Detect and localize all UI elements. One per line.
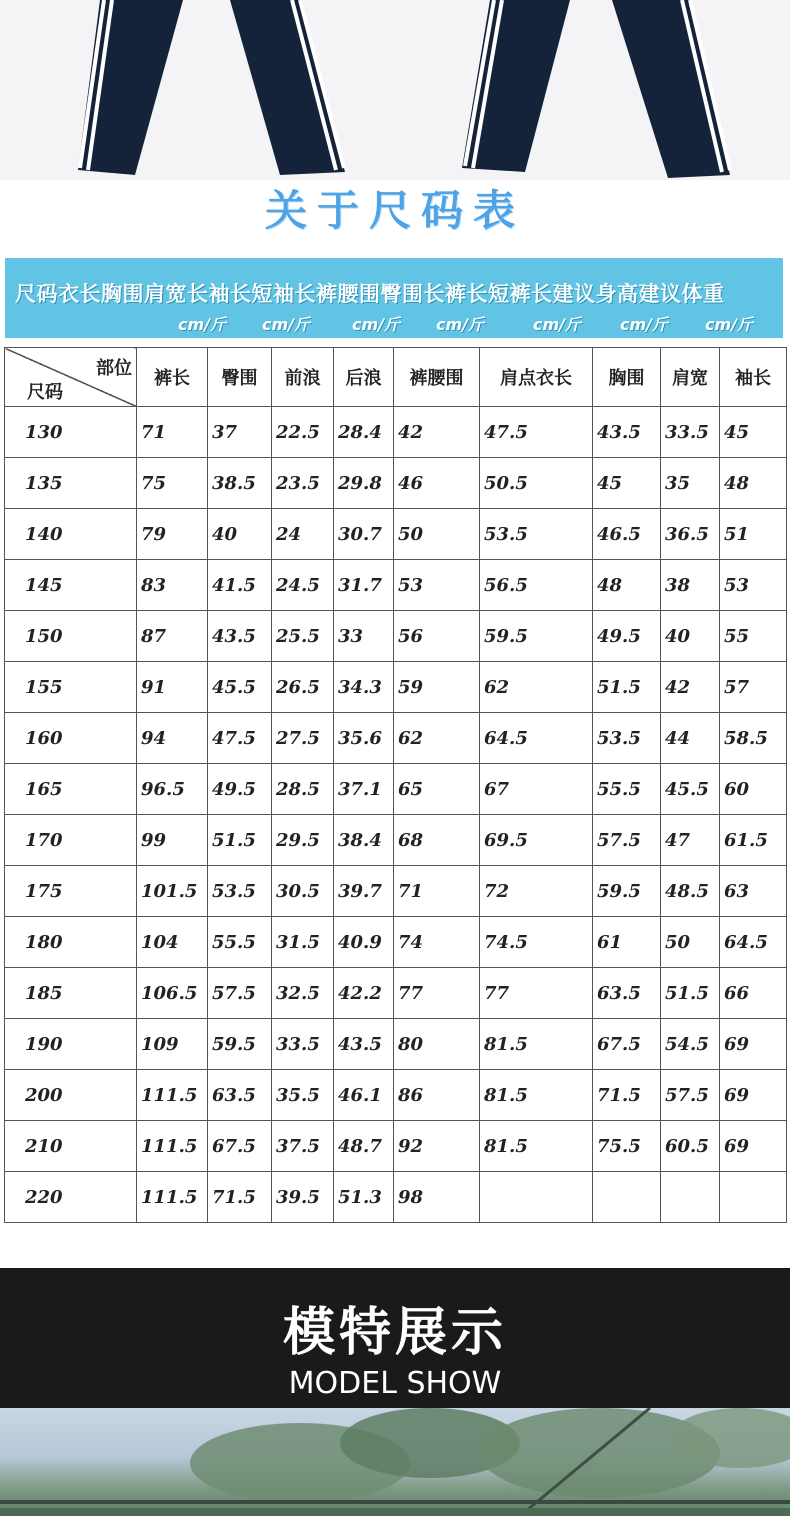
unit-label: cm/斤 [705, 315, 754, 334]
measurement-cell: 83 [137, 560, 208, 611]
measurement-cell: 61 [593, 917, 661, 968]
measurement-cell: 92 [394, 1121, 480, 1172]
table-row [5, 1019, 787, 1070]
measurement-cell: 111.5 [137, 1121, 208, 1172]
measurement-cell: 65 [394, 764, 480, 815]
measurement-cell: 60.5 [661, 1121, 720, 1172]
measurement-cell: 45 [593, 458, 661, 509]
measurement-cell: 63.5 [208, 1070, 272, 1121]
measurement-cell: 51.5 [208, 815, 272, 866]
measurement-cell: 106.5 [137, 968, 208, 1019]
table-row [5, 866, 787, 917]
measurement-cell: 66 [720, 968, 787, 1019]
measurement-cell: 50 [394, 509, 480, 560]
banner-columns-text: 尺码衣长胸围肩宽长袖长短袖长裤腰围臀围长裤长短裤长建议身高建议体重 [15, 282, 725, 306]
measurement-cell: 33.5 [661, 407, 720, 458]
measurement-cell: 69 [720, 1121, 787, 1172]
size-cell: 185 [5, 968, 137, 1019]
measurement-cell: 46 [394, 458, 480, 509]
measurement-cell: 59.5 [593, 866, 661, 917]
measurement-cell: 59.5 [208, 1019, 272, 1070]
header-cell: 肩宽 [661, 348, 720, 407]
measurement-cell: 81.5 [480, 1019, 593, 1070]
measurement-cell: 98 [394, 1172, 480, 1223]
measurement-cell: 40 [661, 611, 720, 662]
measurement-cell: 42 [661, 662, 720, 713]
model-show-title: 模特展示 [282, 1303, 507, 1363]
pants-illustration [0, 0, 790, 180]
table-row [5, 1070, 787, 1121]
measurement-cell: 81.5 [480, 1070, 593, 1121]
pants-photo [0, 0, 790, 180]
unit-label: cm/斤 [178, 315, 227, 334]
table-row [5, 1121, 787, 1172]
measurement-cell: 91 [137, 662, 208, 713]
measurement-cell: 40 [208, 509, 272, 560]
size-cell: 200 [5, 1070, 137, 1121]
measurement-cell: 56.5 [480, 560, 593, 611]
measurement-cell: 29.8 [334, 458, 394, 509]
measurement-cell: 45.5 [661, 764, 720, 815]
unit-label: cm/斤 [436, 315, 485, 334]
measurement-cell: 54.5 [661, 1019, 720, 1070]
measurement-cell: 63 [720, 866, 787, 917]
size-cell: 130 [5, 407, 137, 458]
measurement-cell: 48 [593, 560, 661, 611]
measurement-cell: 35.6 [334, 713, 394, 764]
measurement-cell: 47.5 [480, 407, 593, 458]
measurement-cell: 35.5 [272, 1070, 334, 1121]
measurement-cell: 57 [720, 662, 787, 713]
measurement-cell: 22.5 [272, 407, 334, 458]
size-chart-title: 关于尺码表 [264, 186, 525, 235]
measurement-cell: 67 [480, 764, 593, 815]
measurement-cell: 46.5 [593, 509, 661, 560]
measurement-cell: 28.5 [272, 764, 334, 815]
measurement-cell: 79 [137, 509, 208, 560]
measurement-cell: 62 [394, 713, 480, 764]
measurement-cell: 29.5 [272, 815, 334, 866]
measurement-cell: 67.5 [593, 1019, 661, 1070]
measurement-cell: 51.5 [661, 968, 720, 1019]
measurement-cell: 30.7 [334, 509, 394, 560]
measurement-cell: 40.9 [334, 917, 394, 968]
unit-label: cm/斤 [352, 315, 401, 334]
model-show-subtitle: MODEL SHOW [288, 1366, 502, 1401]
measurement-cell: 71 [394, 866, 480, 917]
measurement-cell [661, 1172, 720, 1223]
measurement-cell: 23.5 [272, 458, 334, 509]
measurement-cell: 26.5 [272, 662, 334, 713]
measurement-cell: 64.5 [720, 917, 787, 968]
measurement-cell: 57.5 [661, 1070, 720, 1121]
measurement-cell: 63.5 [593, 968, 661, 1019]
measurement-cell: 81.5 [480, 1121, 593, 1172]
size-cell: 210 [5, 1121, 137, 1172]
measurement-cell: 30.5 [272, 866, 334, 917]
measurement-cell: 38 [661, 560, 720, 611]
table-row [5, 407, 787, 458]
table-row [5, 611, 787, 662]
table-row [5, 815, 787, 866]
measurement-cell [720, 1172, 787, 1223]
size-cell: 175 [5, 866, 137, 917]
table-row [5, 968, 787, 1019]
measurement-cell: 43.5 [334, 1019, 394, 1070]
measurement-cell: 67.5 [208, 1121, 272, 1172]
measurement-cell: 101.5 [137, 866, 208, 917]
measurement-cell: 80 [394, 1019, 480, 1070]
measurement-cell: 71 [137, 407, 208, 458]
measurement-cell: 69 [720, 1070, 787, 1121]
measurement-cell: 104 [137, 917, 208, 968]
measurement-cell: 57.5 [593, 815, 661, 866]
measurement-cell: 48 [720, 458, 787, 509]
size-table [4, 347, 787, 1223]
size-cell: 150 [5, 611, 137, 662]
measurement-cell: 39.7 [334, 866, 394, 917]
measurement-cell: 51.3 [334, 1172, 394, 1223]
measurement-cell [593, 1172, 661, 1223]
measurement-cell: 24 [272, 509, 334, 560]
measurement-cell: 55.5 [208, 917, 272, 968]
measurement-cell: 94 [137, 713, 208, 764]
measurement-cell: 86 [394, 1070, 480, 1121]
measurement-cell: 46.1 [334, 1070, 394, 1121]
measurement-cell: 49.5 [208, 764, 272, 815]
measurement-cell: 51.5 [593, 662, 661, 713]
measurement-cell: 38.4 [334, 815, 394, 866]
measurement-cell: 47 [661, 815, 720, 866]
measurement-cell: 28.4 [334, 407, 394, 458]
size-cell: 180 [5, 917, 137, 968]
measurement-cell: 77 [394, 968, 480, 1019]
measurement-cell: 72 [480, 866, 593, 917]
size-cell: 160 [5, 713, 137, 764]
size-cell: 155 [5, 662, 137, 713]
measurement-cell: 32.5 [272, 968, 334, 1019]
measurement-cell: 45.5 [208, 662, 272, 713]
measurement-cell: 49.5 [593, 611, 661, 662]
size-cell: 190 [5, 1019, 137, 1070]
measurement-cell: 99 [137, 815, 208, 866]
size-cell: 140 [5, 509, 137, 560]
measurement-cell: 50.5 [480, 458, 593, 509]
measurement-cell: 87 [137, 611, 208, 662]
measurement-cell: 42.2 [334, 968, 394, 1019]
measurement-cell: 47.5 [208, 713, 272, 764]
table-row [5, 662, 787, 713]
measurement-cell: 60 [720, 764, 787, 815]
measurement-cell: 96.5 [137, 764, 208, 815]
measurement-cell: 75.5 [593, 1121, 661, 1172]
measurement-cell: 34.3 [334, 662, 394, 713]
measurement-cell [480, 1172, 593, 1223]
measurement-cell: 50 [661, 917, 720, 968]
size-cell: 170 [5, 815, 137, 866]
measurement-cell: 59 [394, 662, 480, 713]
measurement-cell: 45 [720, 407, 787, 458]
measurement-cell: 33 [334, 611, 394, 662]
measurement-cell: 55 [720, 611, 787, 662]
measurement-cell: 37.1 [334, 764, 394, 815]
table-row [5, 764, 787, 815]
measurement-cell: 111.5 [137, 1070, 208, 1121]
size-cell: 135 [5, 458, 137, 509]
measurement-cell: 57.5 [208, 968, 272, 1019]
header-cell: 后浪 [334, 348, 394, 407]
measurement-cell: 35 [661, 458, 720, 509]
measurement-cell: 77 [480, 968, 593, 1019]
table-row [5, 1172, 787, 1223]
measurement-cell: 59.5 [480, 611, 593, 662]
size-cell: 165 [5, 764, 137, 815]
measurement-cell: 53 [394, 560, 480, 611]
measurement-cell: 38.5 [208, 458, 272, 509]
measurement-cell: 25.5 [272, 611, 334, 662]
measurement-cell: 41.5 [208, 560, 272, 611]
corner-label-part: 部位 [96, 358, 132, 379]
measurement-cell: 53.5 [593, 713, 661, 764]
measurement-cell: 24.5 [272, 560, 334, 611]
measurement-cell: 48.7 [334, 1121, 394, 1172]
measurement-cell: 36.5 [661, 509, 720, 560]
measurement-cell: 62 [480, 662, 593, 713]
measurement-cell: 31.7 [334, 560, 394, 611]
header-cell: 裤腰围 [394, 348, 480, 407]
measurement-cell: 64.5 [480, 713, 593, 764]
table-row [5, 713, 787, 764]
measurement-cell: 53.5 [480, 509, 593, 560]
measurement-cell: 43.5 [208, 611, 272, 662]
header-cell: 胸围 [593, 348, 661, 407]
measurement-cell: 71.5 [593, 1070, 661, 1121]
header-corner-cell [5, 348, 137, 407]
measurement-cell: 39.5 [272, 1172, 334, 1223]
measurement-cell: 69.5 [480, 815, 593, 866]
header-cell: 前浪 [272, 348, 334, 407]
table-row [5, 509, 787, 560]
measurement-cell: 111.5 [137, 1172, 208, 1223]
header-cell: 裤长 [137, 348, 208, 407]
measurement-cell: 51 [720, 509, 787, 560]
size-cell: 145 [5, 560, 137, 611]
measurement-cell: 33.5 [272, 1019, 334, 1070]
measurement-cell: 74.5 [480, 917, 593, 968]
size-cell: 220 [5, 1172, 137, 1223]
measurement-cell: 109 [137, 1019, 208, 1070]
measurement-cell: 53 [720, 560, 787, 611]
measurement-cell: 71.5 [208, 1172, 272, 1223]
table-row [5, 458, 787, 509]
measurement-cell: 61.5 [720, 815, 787, 866]
measurement-cell: 58.5 [720, 713, 787, 764]
measurement-cell: 75 [137, 458, 208, 509]
table-header-row [5, 348, 787, 407]
measurement-cell: 69 [720, 1019, 787, 1070]
model-show-banner [0, 1268, 790, 1408]
measurement-cell: 31.5 [272, 917, 334, 968]
unit-label: cm/斤 [262, 315, 311, 334]
measurement-cell: 53.5 [208, 866, 272, 917]
measurement-cell: 48.5 [661, 866, 720, 917]
measurement-cell: 44 [661, 713, 720, 764]
measurement-cell: 55.5 [593, 764, 661, 815]
measurement-cell: 27.5 [272, 713, 334, 764]
size-table-body [5, 407, 787, 1223]
corner-label-size: 尺码 [27, 382, 63, 403]
table-row [5, 917, 787, 968]
header-cell: 袖长 [720, 348, 787, 407]
header-cell: 肩点衣长 [480, 348, 593, 407]
measurement-cell: 37.5 [272, 1121, 334, 1172]
measurement-cell: 37 [208, 407, 272, 458]
model-photo [0, 1408, 790, 1516]
measurement-cell: 68 [394, 815, 480, 866]
measurement-cell: 43.5 [593, 407, 661, 458]
measurement-cell: 74 [394, 917, 480, 968]
table-row [5, 560, 787, 611]
model-photo-scene [0, 1408, 790, 1516]
unit-label: cm/斤 [533, 315, 582, 334]
unit-label: cm/斤 [620, 315, 669, 334]
header-cell: 臀围 [208, 348, 272, 407]
measurement-cell: 42 [394, 407, 480, 458]
measurement-cell: 56 [394, 611, 480, 662]
